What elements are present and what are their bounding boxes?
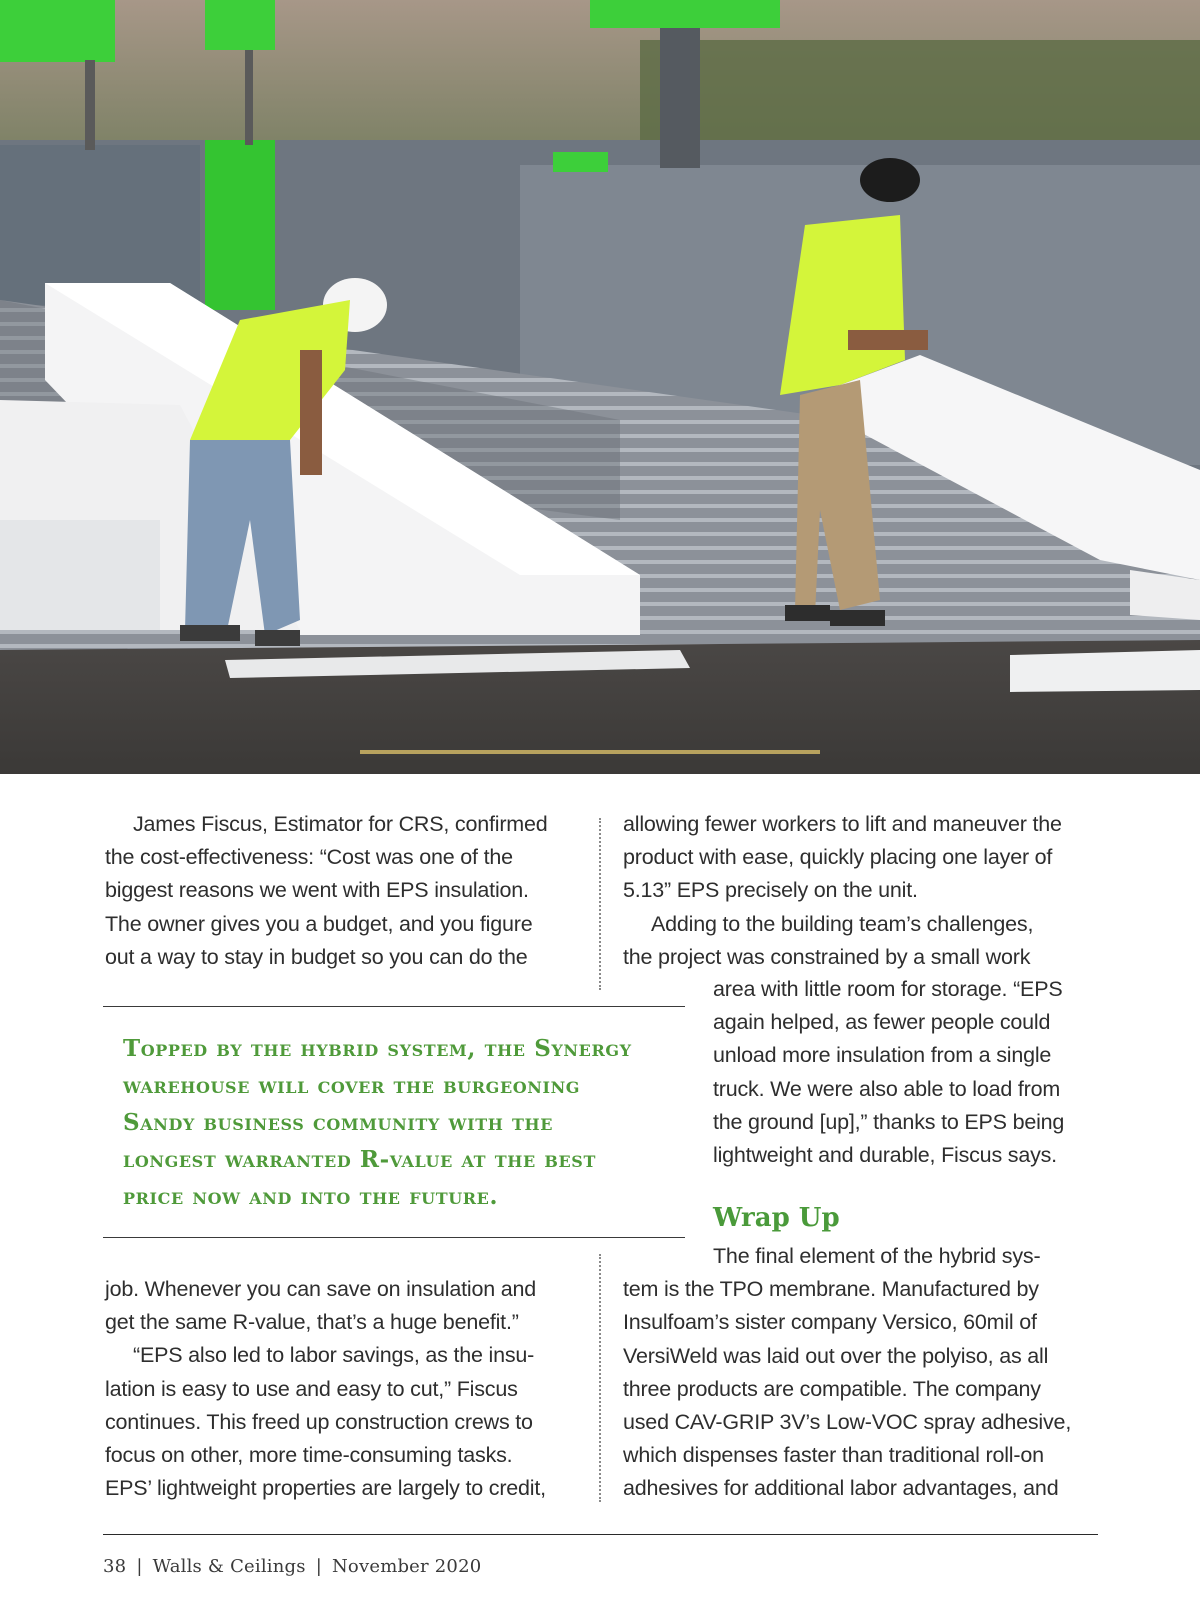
column-separator (599, 818, 601, 990)
text-line: EPS’ lightweight properties are largely to credit, (105, 1476, 546, 1501)
text-line: Adding to the building team’s challenges, (651, 911, 1034, 936)
footer-separator: | (315, 1556, 322, 1577)
text-line: area with little room for storage. “EPS (713, 977, 1063, 1001)
text-line: the cost-effectiveness: “Cost was one of the (105, 845, 513, 870)
text-line: biggest reasons we went with EPS insulation. (105, 878, 529, 903)
rooftop-workers-photo (0, 0, 1200, 774)
pull-quote-line: longest warranted R-value at the best (123, 1146, 596, 1173)
article-column-right-bottom (623, 1240, 1093, 1506)
issue-date: November 2020 (331, 1556, 482, 1577)
text-line: out a way to stay in budget so you can do the (105, 944, 528, 969)
footer-separator: | (136, 1556, 143, 1577)
text-line: focus on other, more time-consuming tasks. (105, 1443, 513, 1468)
text-line: continues. This freed up construction crews to (105, 1409, 533, 1434)
pull-quote-line: warehouse will cover the burgeoning (123, 1072, 581, 1099)
text-line: which dispenses faster than traditional roll-on (623, 1443, 1044, 1468)
article-column-right-narrow (713, 973, 1093, 1172)
column-separator (599, 1254, 601, 1502)
text-line: used CAV-GRIP 3V’s Low-VOC spray adhesive, (623, 1410, 1072, 1435)
text-line: The final element of the hybrid sys- (713, 1244, 1041, 1268)
text-line: product with ease, quickly placing one layer of (623, 845, 1053, 870)
text-line: adhesives for additional labor advantages, and (623, 1476, 1059, 1501)
text-line: James Fiscus, Estimator for CRS, confirmed (133, 812, 548, 836)
pull-quote (123, 1030, 663, 1215)
section-heading: Wrap Up (713, 1203, 840, 1233)
footer-rule (103, 1534, 1098, 1535)
pull-quote-line: Topped by the hybrid system, the Synergy (123, 1035, 632, 1062)
pull-quote-line: price now and into the future. (123, 1183, 499, 1210)
text-line: Insulfoam’s sister company Versico, 60mil of (623, 1310, 1037, 1335)
text-line: 5.13” EPS precisely on the unit. (623, 878, 918, 903)
pull-quote-top-rule (103, 1006, 685, 1007)
text-line: the ground [up],” thanks to EPS being (713, 1109, 1065, 1134)
text-line: three products are compatible. The company (623, 1376, 1041, 1401)
text-line: The owner gives you a budget, and you figure (105, 911, 533, 936)
pull-quote-bottom-rule (103, 1237, 685, 1238)
pull-quote-line: Sandy business community with the (123, 1109, 554, 1136)
text-line: “EPS also led to labor savings, as the insu- (133, 1343, 535, 1368)
article-column-right-top (623, 808, 1093, 974)
text-line: unload more insulation from a single (713, 1043, 1052, 1068)
text-line: again helped, as fewer people could (713, 1010, 1051, 1035)
text-line: allowing fewer workers to lift and maneuver the (623, 812, 1062, 836)
article-column-left-bottom (105, 1273, 575, 1505)
text-line: VersiWeld was laid out over the polyiso, as all (623, 1343, 1049, 1368)
text-line: truck. We were also able to load from (713, 1076, 1061, 1101)
page-number: 38 (103, 1556, 127, 1577)
text-line: get the same R-value, that’s a huge benefit.” (105, 1310, 519, 1335)
article-column-left-top (105, 808, 575, 974)
text-line: lightweight and durable, Fiscus says. (713, 1143, 1057, 1168)
rooftop-workers-photo-icon (0, 0, 1200, 774)
text-line: tem is the TPO membrane. Manufactured by (623, 1277, 1039, 1302)
page-footer (103, 1556, 481, 1577)
text-line: job. Whenever you can save on insulation and (105, 1277, 537, 1301)
text-line: the project was constrained by a small work (623, 944, 1031, 969)
text-line: lation is easy to use and easy to cut,” Fiscus (105, 1376, 518, 1401)
publication-name: Walls & Ceilings (152, 1556, 306, 1577)
